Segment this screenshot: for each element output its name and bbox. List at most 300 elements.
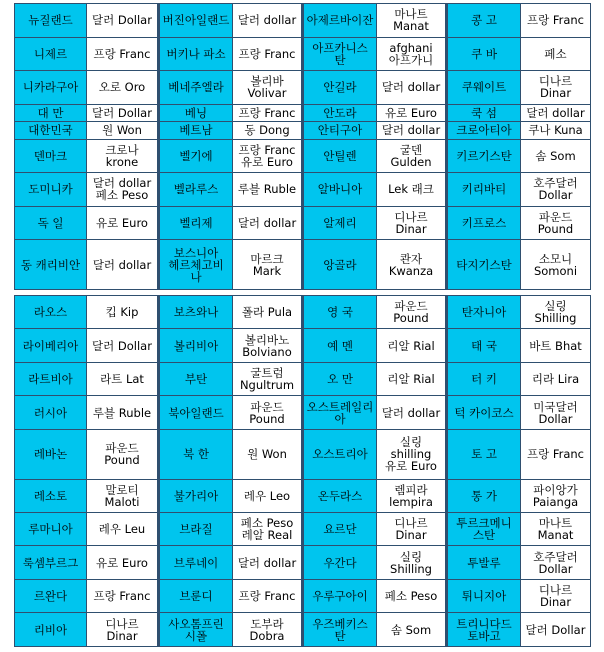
country-name-cell — [303, 396, 377, 429]
country-name-cell — [303, 104, 377, 121]
country-name-cell — [447, 240, 521, 290]
table-row — [15, 71, 591, 105]
country-name-cell — [159, 429, 233, 479]
currency-name: 달러 Dollar — [92, 13, 152, 28]
currency-name: 마나트 Manat — [393, 7, 429, 34]
currency-name: 달러 dollar 페소 Peso — [92, 176, 152, 203]
country-name-cell — [303, 71, 377, 105]
currency-name-cell — [233, 4, 303, 38]
currency-name: 파운드 Pound — [249, 399, 285, 426]
country-name: 오스트레일리아 — [306, 399, 374, 426]
table-row — [15, 240, 591, 290]
country-name: 르완다 — [33, 589, 68, 604]
currency-name: 레우 Leu — [98, 522, 146, 537]
currency-name: 실링 Shilling — [534, 299, 577, 326]
currency-name-cell — [233, 173, 303, 207]
country-name-cell — [303, 206, 377, 240]
country-name: 요르단 — [323, 522, 357, 537]
currency-name-cell — [377, 37, 447, 71]
currency-name-cell — [233, 479, 303, 512]
country-name: 동 캐리비안 — [20, 257, 81, 272]
currency-name-cell — [87, 512, 159, 545]
currency-name: 굴덴 Gulden — [390, 142, 432, 169]
country-name-cell — [15, 329, 87, 362]
currency-name-cell — [521, 71, 591, 105]
currency-name: afghani 아프가니 — [388, 40, 434, 67]
currency-name: 호주달러 Dollar — [533, 549, 578, 576]
currency-name: 솜 Som — [535, 148, 576, 163]
currency-name-cell — [233, 546, 303, 579]
currency-name: 미국달러 Dollar — [533, 399, 578, 426]
country-name-cell — [159, 329, 233, 362]
country-name: 덴마크 — [33, 148, 68, 163]
country-name: 브라질 — [179, 522, 213, 537]
currency-name: 달러 dollar — [237, 216, 297, 230]
currency-name-cell — [233, 206, 303, 240]
country-name-cell — [303, 240, 377, 290]
country-name: 투르크메니 스탄 — [456, 516, 512, 543]
country-name: 도미니카 — [28, 182, 73, 197]
country-name: 예 멘 — [327, 338, 353, 353]
currency-name: 디나르 Dinar — [105, 616, 139, 643]
country-name: 우즈베키스 탄 — [312, 616, 368, 643]
currency-name-cell — [521, 362, 591, 395]
currency-name-cell — [87, 122, 159, 139]
currency-name-cell — [521, 104, 591, 121]
currency-name: 리알 Rial — [387, 338, 435, 353]
currency-name-cell — [521, 613, 591, 647]
country-name: 보스니아 헤르체고비 나 — [168, 245, 224, 284]
currency-name: 달러 Dollar — [92, 338, 152, 353]
currency-name-cell — [377, 613, 447, 647]
country-name-cell — [447, 296, 521, 329]
currency-name-cell — [521, 122, 591, 139]
table-row — [15, 37, 591, 71]
country-name-cell — [15, 396, 87, 429]
currency-name-cell — [377, 329, 447, 362]
country-name-cell — [15, 479, 87, 512]
currency-name: 프랑 Franc — [526, 13, 585, 28]
table-row — [15, 546, 591, 579]
country-name: 버진아일랜드 — [162, 13, 230, 28]
country-name: 베트남 — [179, 123, 213, 138]
table-row — [15, 139, 591, 173]
country-name: 레소토 — [33, 488, 68, 503]
country-name-cell — [303, 139, 377, 173]
currency-name: 굴트럼 Ngultrum — [239, 366, 295, 393]
currency-name-cell — [377, 546, 447, 579]
currency-name-cell — [521, 429, 591, 479]
currency-name-cell — [521, 329, 591, 362]
currency-name-cell — [233, 512, 303, 545]
country-name: 라트비아 — [28, 372, 73, 387]
currency-name-cell — [233, 396, 303, 429]
country-name: 트리니다드 토바고 — [456, 616, 512, 643]
country-name-cell — [15, 122, 87, 139]
currency-name: 라트 Lat — [100, 372, 144, 387]
country-name-cell — [15, 546, 87, 579]
country-name-cell — [159, 104, 233, 121]
currency-name: 렘피라 lempira — [389, 482, 433, 509]
country-name-cell — [159, 479, 233, 512]
country-name: 쿡 섬 — [471, 105, 497, 120]
country-name: 키르기스탄 — [456, 148, 512, 163]
currency-name: 페소 — [544, 46, 567, 61]
currency-name-cell — [377, 479, 447, 512]
country-name: 쿠 바 — [471, 46, 497, 61]
currency-name-cell — [233, 240, 303, 290]
country-name: 벨기에 — [179, 148, 213, 163]
table-row — [15, 396, 591, 429]
currency-name-cell — [87, 329, 159, 362]
currency-name-cell — [377, 71, 447, 105]
table-row — [15, 479, 591, 512]
currency-name-cell — [377, 139, 447, 173]
country-name-cell — [447, 396, 521, 429]
country-name: 안틸렌 — [323, 148, 357, 163]
currency-name: 볼리바노 Bolviano — [242, 332, 292, 359]
country-name-cell — [447, 4, 521, 38]
country-name-cell — [303, 362, 377, 395]
currency-name: 디나르 Dinar — [394, 516, 428, 543]
currency-name: 볼리바 Volivar — [247, 74, 287, 101]
currency-name-cell — [521, 240, 591, 290]
country-name-cell — [303, 512, 377, 545]
country-name: 탄자니아 — [461, 305, 507, 320]
currency-name: 달러 Dollar — [525, 622, 586, 637]
currency-name: 콴자 Kwanza — [388, 251, 434, 278]
currency-name: 솜 Som — [390, 622, 432, 637]
country-name-cell — [15, 429, 87, 479]
country-name: 영 국 — [327, 305, 353, 320]
country-name-cell — [159, 139, 233, 173]
country-name-cell — [447, 479, 521, 512]
country-name: 베닝 — [184, 105, 208, 120]
currency-name: 도부라 Dobra — [249, 616, 285, 643]
country-name: 아제르바이잔 — [306, 13, 374, 28]
currency-name-cell — [87, 429, 159, 479]
currency-name: 프랑 Franc — [238, 105, 296, 120]
currency-name: 폴라 Pula — [241, 305, 293, 320]
country-name: 안길라 — [323, 80, 357, 95]
currency-name: 리알 Rial — [387, 372, 435, 387]
country-name-cell — [159, 240, 233, 290]
currency-name: 프랑 Franc — [238, 46, 296, 61]
country-name: 니제르 — [33, 46, 68, 61]
currency-name-cell — [521, 546, 591, 579]
country-name: 안티구아 — [317, 123, 363, 138]
currency-name: 오로 Oro — [98, 80, 146, 95]
currency-name-cell — [377, 240, 447, 290]
currency-name: 디나르 Dinar — [538, 74, 573, 101]
country-name-cell — [159, 512, 233, 545]
country-name-cell — [15, 173, 87, 207]
currency-name-cell — [377, 122, 447, 139]
currency-name: 페소 Peso — [384, 589, 438, 604]
country-name: 아프카니스 탄 — [312, 40, 368, 67]
currency-name-cell — [233, 362, 303, 395]
currency-name: 프랑 Franc 유로 Euro — [238, 142, 296, 169]
currency-name: 마나트 Manat — [537, 516, 574, 543]
currency-name: 유로 Euro — [96, 216, 148, 230]
country-name: 키리바티 — [461, 182, 507, 197]
country-name-cell — [447, 546, 521, 579]
currency-name: 루블 Ruble — [92, 405, 152, 420]
currency-name-cell — [87, 173, 159, 207]
country-name: 토 고 — [471, 447, 497, 462]
country-name: 안도라 — [323, 105, 357, 120]
country-name: 우간다 — [323, 555, 357, 570]
country-name: 벨라루스 — [173, 182, 219, 197]
currency-name-cell — [521, 512, 591, 545]
currency-table-upper — [14, 3, 591, 290]
currency-name: 동 Dong — [244, 123, 290, 138]
currency-name-cell — [377, 4, 447, 38]
country-name-cell — [159, 579, 233, 612]
country-name-cell — [303, 37, 377, 71]
currency-name: 킵 Kip — [105, 305, 139, 320]
country-name-cell — [447, 71, 521, 105]
currency-name: 달러 dollar — [381, 123, 441, 138]
currency-name-cell — [87, 139, 159, 173]
country-name: 리비아 — [33, 622, 68, 637]
currency-name-cell — [521, 396, 591, 429]
currency-name-cell — [521, 479, 591, 512]
currency-name-cell — [233, 104, 303, 121]
currency-name: 달러 dollar — [237, 13, 297, 28]
country-name: 알바니아 — [317, 182, 363, 197]
currency-name-cell — [377, 429, 447, 479]
country-name: 부탄 — [184, 372, 208, 387]
currency-name: 파운드 Pound — [393, 299, 429, 326]
country-name-cell — [15, 579, 87, 612]
country-name-cell — [159, 37, 233, 71]
currency-name-cell — [87, 71, 159, 105]
currency-name-cell — [233, 71, 303, 105]
country-name: 튀니지아 — [461, 589, 507, 604]
country-name-cell — [303, 122, 377, 139]
country-name-cell — [303, 296, 377, 329]
country-name-cell — [303, 429, 377, 479]
country-name-cell — [447, 139, 521, 173]
country-name: 터 키 — [471, 372, 497, 387]
country-name-cell — [15, 240, 87, 290]
currency-name: 파운드 Pound — [537, 210, 574, 236]
country-name: 북아일랜드 — [168, 405, 224, 420]
table-row — [15, 329, 591, 362]
country-name: 대 만 — [37, 105, 64, 120]
country-name: 룩셈부르그 — [22, 555, 79, 570]
country-name: 온두라스 — [317, 488, 363, 503]
table-row — [15, 429, 591, 479]
currency-name-cell — [521, 206, 591, 240]
country-name-cell — [159, 613, 233, 647]
country-name-cell — [447, 173, 521, 207]
country-name-cell — [447, 122, 521, 139]
country-name-cell — [447, 429, 521, 479]
currency-name-cell — [87, 296, 159, 329]
currency-name: 리라 Lira — [531, 372, 580, 387]
table-row — [15, 579, 591, 612]
country-name-cell — [447, 37, 521, 71]
table-row — [15, 613, 591, 647]
country-name: 브루네이 — [173, 555, 219, 570]
country-name: 통 가 — [471, 488, 497, 503]
currency-name: 달러 dollar — [92, 257, 152, 272]
currency-table-lower-block — [14, 295, 590, 647]
country-name-cell — [15, 4, 87, 38]
currency-name: 프랑 Franc — [238, 589, 296, 604]
currency-name-cell — [233, 329, 303, 362]
currency-name: 바트 Bhat — [529, 338, 582, 353]
country-name: 알제리 — [323, 216, 357, 230]
currency-name-cell — [233, 122, 303, 139]
currency-name: 실링 Shilling — [390, 549, 432, 576]
currency-name: 달러 dollar — [381, 80, 441, 95]
currency-name-cell — [87, 396, 159, 429]
country-name: 벨리제 — [179, 216, 213, 230]
country-name: 니카라구아 — [22, 80, 79, 95]
country-name-cell — [159, 396, 233, 429]
currency-name: 유로 Euro — [385, 105, 437, 120]
currency-name-cell — [87, 613, 159, 647]
currency-name-cell — [87, 240, 159, 290]
country-name-cell — [15, 613, 87, 647]
country-name-cell — [159, 4, 233, 38]
currency-name-cell — [87, 206, 159, 240]
currency-name: 달러 dollar — [237, 555, 297, 570]
currency-name-cell — [377, 173, 447, 207]
currency-name-cell — [87, 37, 159, 71]
country-name: 오 만 — [327, 372, 353, 387]
country-name: 콩 고 — [471, 13, 497, 28]
table-row — [15, 104, 591, 121]
country-name: 브룬디 — [179, 589, 213, 604]
currency-name: 페소 Peso 레알 Real — [240, 516, 294, 543]
currency-name-cell — [87, 104, 159, 121]
country-name-cell — [447, 104, 521, 121]
currency-name-cell — [521, 173, 591, 207]
currency-name-cell — [233, 139, 303, 173]
currency-name: 디나르 Dinar — [394, 210, 428, 236]
currency-table — [14, 3, 590, 647]
country-name: 사오톰프린 시폴 — [168, 616, 224, 643]
currency-name-cell — [87, 362, 159, 395]
currency-name: 실링 shilling 유로 Euro — [385, 435, 437, 474]
currency-name: 프랑 Franc — [93, 589, 151, 604]
currency-name-cell — [233, 37, 303, 71]
currency-name: 달러 dollar — [526, 105, 585, 120]
country-name-cell — [447, 579, 521, 612]
currency-name: 유로 Euro — [96, 555, 148, 570]
country-name-cell — [15, 139, 87, 173]
currency-name: 파이앙가 Paianga — [532, 482, 579, 509]
country-name: 베네주엘라 — [168, 80, 224, 95]
currency-name: 프랑 Franc — [93, 46, 151, 61]
currency-name-cell — [521, 4, 591, 38]
country-name-cell — [15, 71, 87, 105]
currency-name-cell — [377, 396, 447, 429]
country-name-cell — [303, 546, 377, 579]
currency-name: 파운드 Pound — [104, 441, 140, 468]
currency-name: 디나르 Dinar — [538, 583, 573, 610]
currency-name-cell — [377, 206, 447, 240]
currency-name-cell — [377, 579, 447, 612]
currency-name-cell — [233, 579, 303, 612]
currency-name: 소모니 Somoni — [533, 251, 578, 278]
currency-name-cell — [377, 104, 447, 121]
country-name: 턱 카이코스 — [454, 405, 514, 420]
country-name-cell — [303, 173, 377, 207]
country-name-cell — [447, 613, 521, 647]
country-name: 키프로스 — [461, 216, 507, 230]
country-name: 타지기스탄 — [456, 257, 512, 272]
country-name: 투발루 — [467, 555, 501, 570]
currency-name: 달러 Dollar — [92, 105, 152, 120]
country-name-cell — [15, 206, 87, 240]
currency-name: 쿠나 Kuna — [528, 123, 583, 138]
table-row — [15, 512, 591, 545]
country-name: 우루구아이 — [312, 589, 368, 604]
country-name: 독 일 — [37, 216, 64, 230]
currency-table-lower — [14, 295, 591, 647]
country-name-cell — [303, 479, 377, 512]
currency-name: 루블 Ruble — [237, 182, 297, 197]
currency-name: 원 Won — [102, 123, 142, 138]
table-row — [15, 362, 591, 395]
country-name: 라이베리아 — [22, 338, 79, 353]
country-name-cell — [159, 122, 233, 139]
currency-name-cell — [521, 139, 591, 173]
currency-name-cell — [233, 429, 303, 479]
country-name: 앙골라 — [323, 257, 357, 272]
currency-name-cell — [377, 512, 447, 545]
currency-name: Lek 래크 — [388, 182, 434, 197]
table-row — [15, 296, 591, 329]
country-name: 뉴질랜드 — [28, 13, 73, 28]
table-row — [15, 173, 591, 207]
country-name-cell — [159, 296, 233, 329]
country-name: 러시아 — [33, 405, 68, 420]
country-name-cell — [159, 71, 233, 105]
country-name: 쿠웨이트 — [461, 80, 507, 95]
country-name-cell — [15, 512, 87, 545]
currency-name-cell — [233, 296, 303, 329]
currency-name: 원 Won — [247, 447, 287, 462]
country-name: 버키나 파소 — [166, 46, 226, 61]
country-name-cell — [447, 362, 521, 395]
country-name: 오스트리아 — [312, 447, 368, 462]
currency-name-cell — [87, 579, 159, 612]
table-row — [15, 122, 591, 139]
country-name: 태 국 — [471, 338, 497, 353]
country-name-cell — [303, 613, 377, 647]
currency-name: 호주달러 Dollar — [533, 176, 578, 203]
country-name: 대한민국 — [28, 123, 73, 138]
country-name-cell — [159, 546, 233, 579]
country-name: 루마니아 — [28, 522, 73, 537]
table-row — [15, 4, 591, 38]
country-name: 라오스 — [33, 305, 68, 320]
currency-name-cell — [521, 296, 591, 329]
table-row — [15, 206, 591, 240]
currency-name: 달러 dollar — [381, 405, 441, 420]
currency-name-cell — [87, 479, 159, 512]
currency-name: 마르크 Mark — [250, 251, 284, 278]
country-name-cell — [15, 362, 87, 395]
country-name-cell — [15, 104, 87, 121]
country-name-cell — [159, 206, 233, 240]
